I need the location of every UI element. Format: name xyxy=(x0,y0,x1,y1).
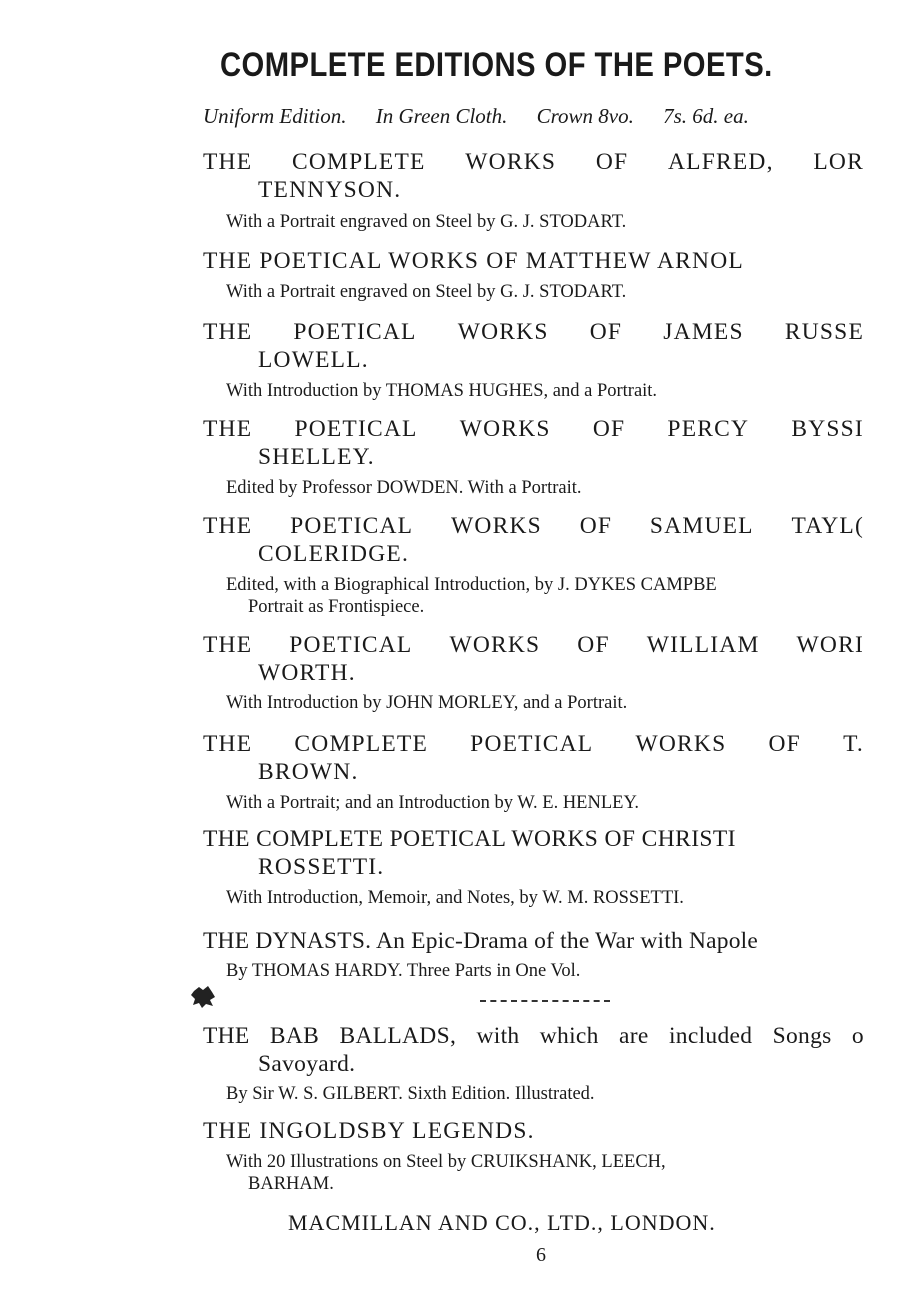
title-word: Songs xyxy=(772,1023,832,1049)
entry-rossetti-title-cont: ROSSETTI. xyxy=(258,854,385,880)
title-word: COMPLETE xyxy=(294,731,429,757)
title-word: with xyxy=(476,1023,520,1049)
ink-blot-mark xyxy=(190,985,216,1009)
subheading-edition: Uniform Edition. xyxy=(203,104,347,128)
title-word: OF xyxy=(592,416,626,442)
entry-shelley-title xyxy=(203,415,864,443)
title-word: OF xyxy=(577,632,610,658)
title-word: WORKS xyxy=(451,513,542,539)
title-word: THE xyxy=(203,1023,250,1049)
entry-tennyson-note: With a Portrait engraved on Steel by G. J. STODART. xyxy=(226,212,627,232)
edition-subheading xyxy=(203,104,773,129)
entry-lowell-note: With Introduction by THOMAS HUGHES, and a Portrait. xyxy=(226,381,658,401)
entry-arnold-note: With a Portrait engraved on Steel by G. J. STODART. xyxy=(226,282,627,302)
entry-ingoldsby-note-cont: BARHAM. xyxy=(248,1174,334,1194)
title-word: PERCY xyxy=(667,416,750,442)
title-word: T. xyxy=(843,731,864,757)
page-heading: COMPLETE EDITIONS OF THE POETS. xyxy=(220,46,773,84)
title-word: BYSSI xyxy=(791,416,864,442)
title-word: POETICAL xyxy=(293,319,417,345)
entry-lowell-title-cont: LOWELL. xyxy=(258,347,369,373)
title-word: LOR xyxy=(813,149,864,175)
entry-rossetti-note: With Introduction, Memoir, and Notes, by W. M. ROSSETTI. xyxy=(226,888,684,908)
title-word: BALLADS, xyxy=(339,1023,457,1049)
title-word: THE xyxy=(203,149,253,175)
entry-tennyson-title-cont: TENNYSON. xyxy=(258,177,402,203)
title-word: POETICAL xyxy=(289,632,413,658)
title-word: included xyxy=(668,1023,753,1049)
title-word: POETICAL xyxy=(290,513,414,539)
entry-tennyson-title xyxy=(203,148,864,176)
title-word: which xyxy=(539,1023,599,1049)
title-word: TAYL( xyxy=(791,513,864,539)
title-word: WORKS xyxy=(459,416,551,442)
title-word: are xyxy=(619,1023,649,1049)
title-word: THE xyxy=(203,731,253,757)
entry-wordsworth-title-cont: WORTH. xyxy=(258,660,356,686)
entry-brown-title-cont: BROWN. xyxy=(258,759,359,785)
subheading-binding: In Green Cloth. xyxy=(375,104,508,128)
entry-dynasts-note: By THOMAS HARDY. Three Parts in One Vol. xyxy=(226,961,581,981)
title-word: THE xyxy=(203,319,253,345)
page-number: 6 xyxy=(536,1244,546,1266)
entry-bab-ballads-title-cont: Savoyard. xyxy=(258,1051,356,1077)
title-word: THE xyxy=(203,632,253,658)
title-word: THE xyxy=(203,416,253,442)
entry-coleridge-note-cont: Portrait as Frontispiece. xyxy=(248,597,425,617)
title-word: RUSSE xyxy=(784,319,864,345)
entry-arnold-title: THE POETICAL WORKS OF MATTHEW ARNOL xyxy=(203,248,744,274)
entry-wordsworth-title xyxy=(203,631,864,659)
entry-bab-ballads-title xyxy=(203,1022,864,1050)
title-word: POETICAL xyxy=(294,416,418,442)
entry-lowell-title xyxy=(203,318,864,346)
entry-wordsworth-note: With Introduction by JOHN MORLEY, and a Portrait. xyxy=(226,693,628,713)
title-word: WORKS xyxy=(457,319,549,345)
title-word: o xyxy=(851,1023,864,1049)
title-word: OF xyxy=(579,513,613,539)
title-word: THE xyxy=(203,513,253,539)
entry-rossetti-title: THE COMPLETE POETICAL WORKS OF CHRISTI xyxy=(203,826,736,852)
entry-brown-note: With a Portrait; and an Introduction by W. E. HENLEY. xyxy=(226,793,640,813)
entry-ingoldsby-title: THE INGOLDSBY LEGENDS. xyxy=(203,1118,535,1144)
entry-coleridge-title xyxy=(203,512,864,540)
entry-shelley-note: Edited by Professor DOWDEN. With a Portrait. xyxy=(226,478,582,498)
title-word: JAMES xyxy=(663,319,744,345)
entry-bab-ballads-note: By Sir W. S. GILBERT. Sixth Edition. Illustrated. xyxy=(226,1084,595,1104)
subheading-format: Crown 8vo. xyxy=(536,104,634,128)
publisher-imprint: MACMILLAN AND CO., LTD., LONDON. xyxy=(288,1210,716,1235)
entry-ingoldsby-note: With 20 Illustrations on Steel by CRUIKSHANK, LEECH, xyxy=(226,1152,666,1172)
title-word: WORI xyxy=(796,632,864,658)
title-word: SAMUEL xyxy=(649,513,754,539)
entry-coleridge-note: Edited, with a Biographical Introduction, by J. DYKES CAMPBE xyxy=(226,575,717,595)
title-word: ALFRED, xyxy=(668,149,774,175)
entry-dynasts-title: THE DYNASTS. An Epic-Drama of the War with Napole xyxy=(203,928,759,954)
entry-coleridge-title-cont: COLERIDGE. xyxy=(258,541,410,567)
title-word: WORKS xyxy=(465,149,557,175)
title-word: BAB xyxy=(269,1023,320,1049)
title-word: WORKS xyxy=(635,731,727,757)
entry-brown-title xyxy=(203,730,864,758)
title-word: COMPLETE xyxy=(291,149,426,175)
title-word: WORKS xyxy=(449,632,541,658)
subheading-price: 7s. 6d. ea. xyxy=(663,104,749,128)
section-divider xyxy=(480,1000,610,1002)
title-word: OF xyxy=(595,149,629,175)
title-word: POETICAL xyxy=(470,731,594,757)
title-word: WILLIAM xyxy=(646,632,760,658)
title-word: OF xyxy=(768,731,801,757)
title-word: OF xyxy=(589,319,623,345)
entry-shelley-title-cont: SHELLEY. xyxy=(258,444,375,470)
